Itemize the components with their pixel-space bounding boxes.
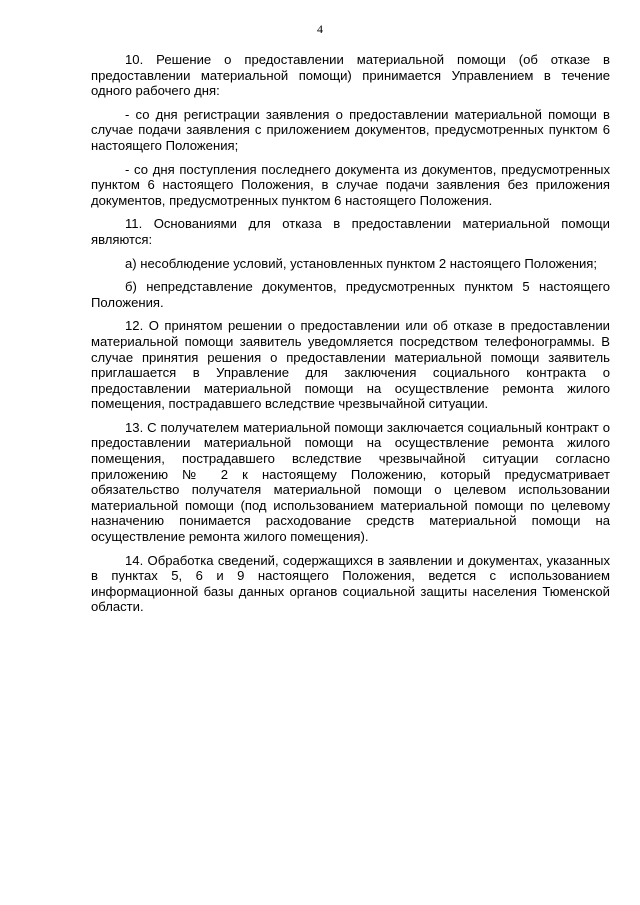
document-body bbox=[91, 52, 610, 623]
paragraph-10: 10. Решение о предоставлении материальной помощи (об отказе в предоставлении материальной помощи) принимается Управлением в течение одного рабочего дня: bbox=[91, 52, 610, 99]
paragraph-10-item-1: - со дня регистрации заявления о предоставлении материальной помощи в случае подачи заявления с приложением документов, предусмотренных пунктом 6 настоящего Положения; bbox=[91, 106, 610, 153]
page-number: 4 bbox=[317, 22, 323, 36]
paragraph-10-item-2: - со дня поступления последнего документа из документов, предусмотренных пунктом 6 настоящего Положения, в случае подачи заявления без приложения документов, предусмотренных пунктом 6 настоящего Положения. bbox=[91, 161, 610, 208]
paragraph-12: 12. О принятом решении о предоставлении или об отказе в предоставлении материальной помощи заявитель уведомляется посредством телефонограммы. В случае принятия решения о предоставлении материальной помощи заявитель приглашается в Управление для заключения социального контракта о предоставлении материальной помощи на осуществление ремонта жилого помещения, пострадавшего вследствие чрезвычайной ситуации. bbox=[91, 318, 610, 412]
paragraph-11-item-a: а) несоблюдение условий, установленных пунктом 2 настоящего Положения; bbox=[125, 255, 598, 271]
paragraph-13: 13. С получателем материальной помощи заключается социальный контракт о предоставлении материальной помощи на осуществление ремонта жилого помещения, пострадавшего вследствие чрезвычайной ситуации согласно приложению № 2 к настоящему Положению, который предусматривает обязательство получателя материальной помощи о целевом использовании материальной помощи (под использованием материальной помощи по целевому назначению понимается расходование средств материальной помощи на осуществление ремонта жилого помещения). bbox=[91, 419, 610, 545]
paragraph-14: 14. Обработка сведений, содержащихся в заявлении и документах, указанных в пунктах 5, 6 и 9 настоящего Положения, ведется с использованием информационной базы данных органов социальной защиты населения Тюменской области. bbox=[91, 552, 610, 615]
paragraph-11: 11. Основаниями для отказа в предоставлении материальной помощи являются: bbox=[91, 216, 610, 247]
paragraph-11-item-b: б) непредставление документов, предусмотренных пунктом 5 настоящего Положения. bbox=[91, 279, 610, 310]
